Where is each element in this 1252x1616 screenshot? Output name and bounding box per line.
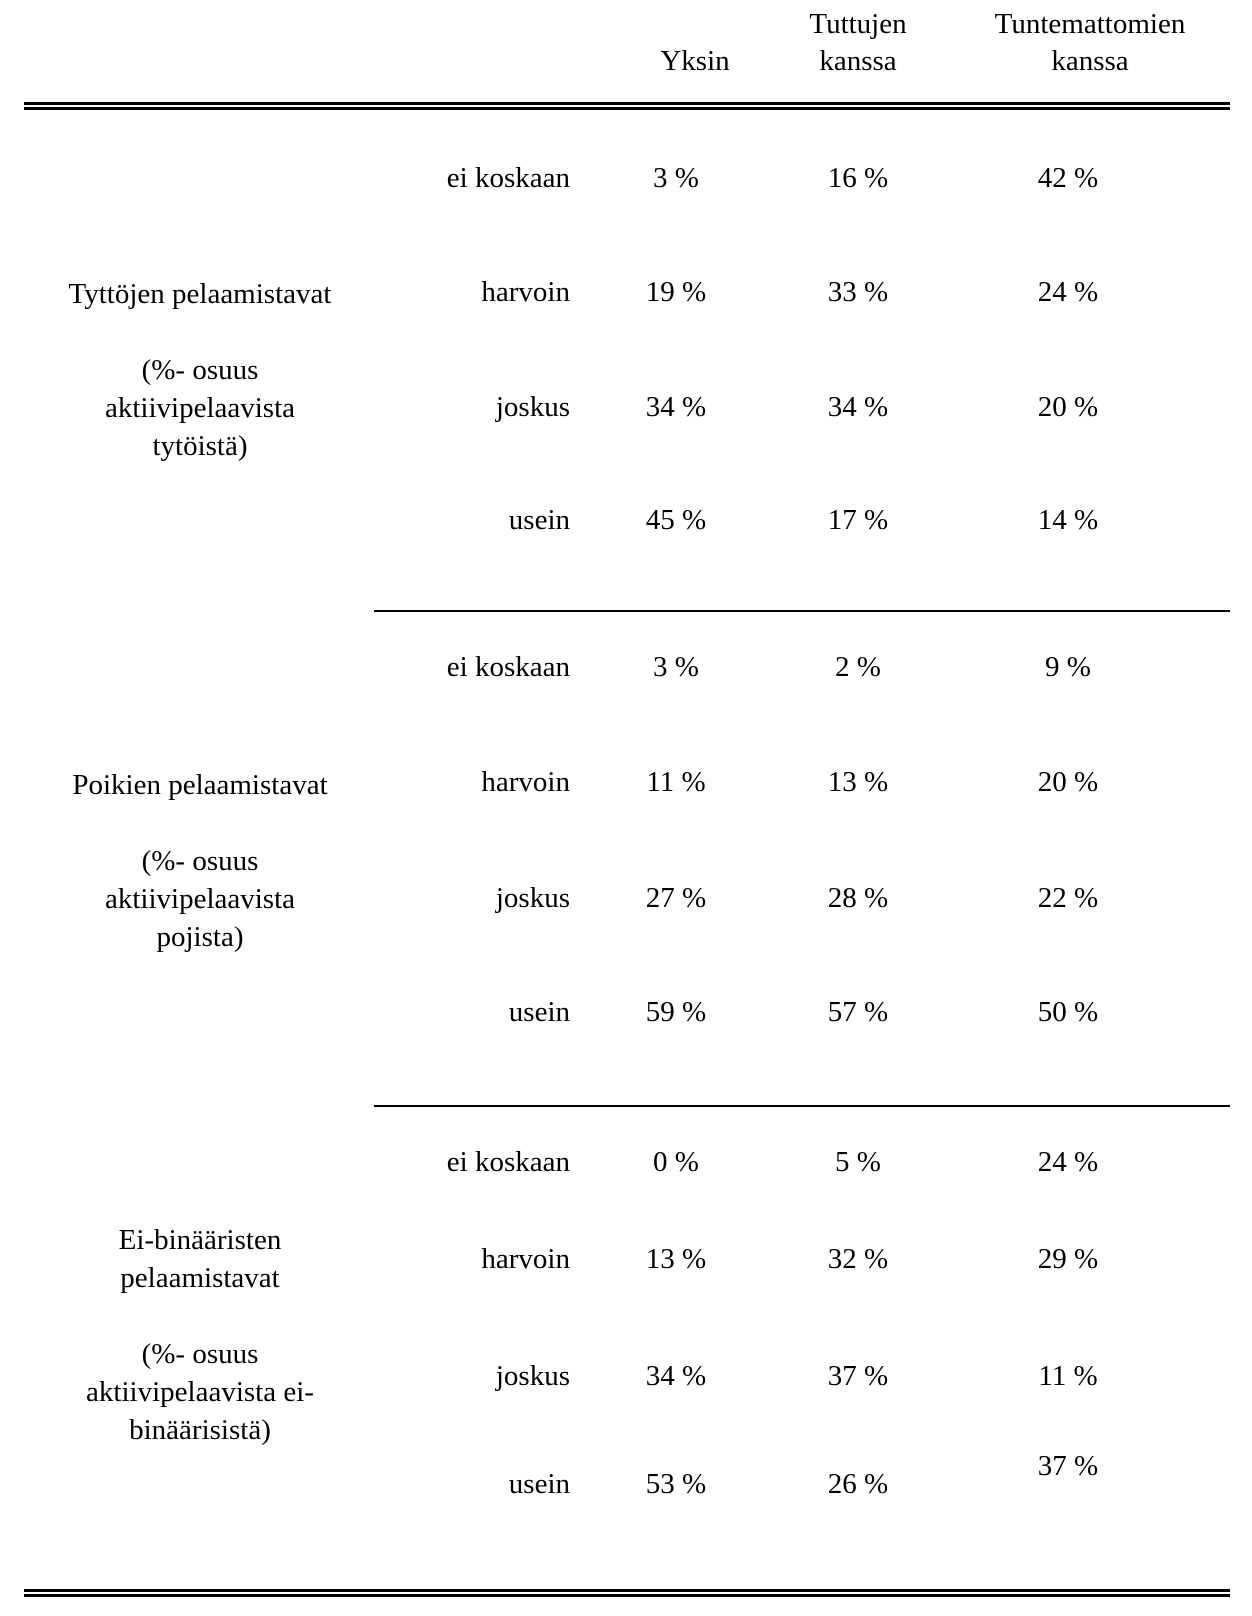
cell-tuntemattomien: 20 % — [1037, 391, 1099, 423]
cell-tuntemattomien: 42 % — [1037, 162, 1099, 194]
cell-yksin: 13 % — [645, 1243, 707, 1275]
row-label: harvoin — [481, 1243, 570, 1275]
column-header-line1: Tuntemattomien — [994, 8, 1186, 40]
cell-tuttujen: 2 % — [835, 651, 881, 683]
cell-tuttujen: 34 % — [827, 391, 889, 423]
cell-yksin: 27 % — [645, 882, 707, 914]
cell-tuntemattomien: 50 % — [1037, 996, 1099, 1028]
cell-yksin: 19 % — [645, 276, 707, 308]
group-subtitle-line: (%- osuus — [141, 1338, 259, 1370]
cell-tuntemattomien: 22 % — [1037, 882, 1099, 914]
row-label: harvoin — [481, 276, 570, 308]
cell-tuttujen: 33 % — [827, 276, 889, 308]
column-header-tuttujen-kanssa — [778, 6, 938, 80]
cell-tuttujen: 16 % — [827, 162, 889, 194]
column-header-yksin — [615, 6, 775, 80]
cell-yksin: 53 % — [645, 1468, 707, 1500]
group-subtitle-line: binäärisistä) — [129, 1414, 271, 1446]
footer-double-rule — [24, 1589, 1230, 1597]
row-label: ei koskaan — [446, 162, 570, 194]
row-label: joskus — [495, 391, 570, 423]
group-divider — [374, 1105, 1230, 1107]
cell-tuntemattomien: 24 % — [1037, 276, 1099, 308]
cell-yksin: 11 % — [646, 766, 706, 798]
column-header-tuntemattomien-kanssa — [960, 6, 1220, 80]
cell-yksin: 59 % — [645, 996, 707, 1028]
cell-tuttujen: 5 % — [835, 1146, 881, 1178]
row-label: usein — [508, 1468, 570, 1500]
column-header-line2: kanssa — [1051, 45, 1129, 77]
group-title: Tyttöjen pelaamistavat — [68, 278, 332, 310]
cell-tuttujen: 17 % — [827, 504, 889, 536]
row-label: ei koskaan — [446, 651, 570, 683]
cell-tuntemattomien: 29 % — [1037, 1243, 1099, 1275]
group-subtitle-line: tytöistä) — [152, 430, 248, 462]
row-label: harvoin — [481, 766, 570, 798]
cell-tuntemattomien: 24 % — [1037, 1146, 1099, 1178]
cell-tuttujen: 26 % — [827, 1468, 889, 1500]
cell-yksin: 3 % — [653, 651, 699, 683]
cell-tuntemattomien: 37 % — [1037, 1450, 1099, 1482]
group-subtitle-line: aktiivipelaavista ei- — [86, 1376, 314, 1408]
row-label: joskus — [495, 882, 570, 914]
group-title-line: Ei-binääristen — [118, 1224, 282, 1256]
group-title: Poikien pelaamistavat — [72, 769, 328, 801]
group-label-non-binary — [40, 1221, 360, 1449]
cell-tuttujen: 32 % — [827, 1243, 889, 1275]
row-label: usein — [508, 996, 570, 1028]
group-title-line: pelaamistavat — [120, 1262, 280, 1294]
column-header-line2: Yksin — [660, 45, 730, 77]
group-divider — [374, 610, 1230, 612]
row-label: ei koskaan — [446, 1146, 570, 1178]
cell-tuntemattomien: 9 % — [1045, 651, 1091, 683]
group-subtitle-line: aktiivipelaavista — [104, 883, 296, 915]
cell-yksin: 45 % — [645, 504, 707, 536]
cell-tuntemattomien: 14 % — [1037, 504, 1099, 536]
cell-tuttujen: 57 % — [827, 996, 889, 1028]
cell-yksin: 3 % — [653, 162, 699, 194]
cell-tuttujen: 37 % — [827, 1360, 889, 1392]
header-double-rule — [24, 102, 1230, 110]
group-subtitle-line: aktiivipelaavista — [104, 392, 296, 424]
column-header-line1 — [615, 6, 775, 43]
cell-tuntemattomien: 20 % — [1037, 766, 1099, 798]
group-subtitle-line: (%- osuus — [141, 845, 259, 877]
group-label-boys — [40, 766, 360, 956]
group-subtitle-line: (%- osuus — [141, 354, 259, 386]
row-label: usein — [508, 504, 570, 536]
cell-yksin: 0 % — [653, 1146, 699, 1178]
column-header-line1: Tuttujen — [809, 8, 907, 40]
column-header-line2: kanssa — [819, 45, 897, 77]
group-label-girls — [40, 275, 360, 465]
cell-tuttujen: 13 % — [827, 766, 889, 798]
row-label: joskus — [495, 1360, 570, 1392]
cell-tuntemattomien: 11 % — [1038, 1360, 1098, 1392]
cell-tuttujen: 28 % — [827, 882, 889, 914]
group-subtitle-line: pojista) — [156, 921, 244, 953]
cell-yksin: 34 % — [645, 391, 707, 423]
cell-yksin: 34 % — [645, 1360, 707, 1392]
